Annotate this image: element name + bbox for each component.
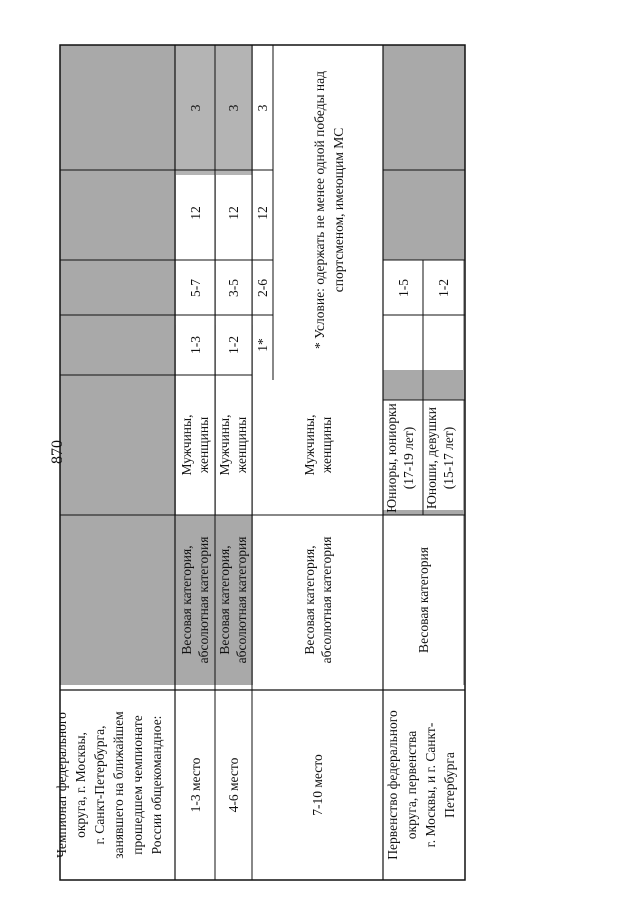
juniors-line-1: Юниоры, юниорки [384,403,399,513]
fed-line-1: Первенство федерального [385,710,400,860]
fed-line-2: округа, первенства [404,730,419,840]
fed-line-4: Петербурга [442,752,457,818]
place-7-10-val-c: 12 [255,206,270,220]
place-7-10-label: 7-10 место [310,754,325,816]
juniors-line-2: (17-19 лет) [401,426,416,490]
youth-line-2: (15-17 лет) [441,426,456,490]
place-1-3-label: 1-3 место [188,757,203,813]
place-4-6-val-c: 12 [226,206,241,220]
federal-category: Весовая категория [416,547,431,653]
place-4-6-label: 4-6 место [226,757,241,813]
place-4-6-val-a: 1-2 [226,336,241,354]
place-1-3-cat-1: Весовая категория, [179,545,194,655]
youth-val: 1-2 [436,279,451,297]
place-4-6-gender-2: женщины [234,416,249,474]
champ-line-1: Чемпионат федерального [54,712,69,858]
place-7-10-val-b: 2-6 [255,279,270,297]
note-line-1: * Условие: одержать не менее одной победы над [312,70,327,350]
champ-line-4: занявшего на ближайшем [111,711,126,859]
place-1-3-cat-2: абсолютная категория [196,536,211,664]
white-row-7-10-body [253,375,383,685]
place-4-6-cat-1: Весовая категория, [217,545,232,655]
place-1-3-val-b: 5-7 [188,279,203,297]
place-4-6-cat-2: абсолютная категория [234,536,249,664]
place-1-3-val-d: 3 [188,104,203,112]
note-line-2: спортсменом, имеющим МС [331,127,346,293]
place-7-10-gender-1: Мужчины, [302,414,317,476]
place-7-10-gender-2: женщины [319,416,334,474]
champ-line-3: г. Санкт-Петербурга, [92,725,107,845]
place-4-6-val-b: 3-5 [226,279,241,297]
champ-line-2: округа, г. Москвы, [73,732,88,838]
place-1-3-gender-1: Мужчины, [179,414,194,476]
champ-line-5: прошедшем чемпионате [130,715,145,855]
place-4-6-val-d: 3 [226,104,241,112]
place-4-6-gender-1: Мужчины, [217,414,232,476]
place-1-3-gender-2: женщины [196,416,211,474]
juniors-val: 1-5 [396,279,411,297]
place-7-10-cat-1: Весовая категория, [302,545,317,655]
place-7-10-cat-2: абсолютная категория [319,536,334,664]
place-7-10-val-d: 3 [255,104,270,112]
champ-line-6: России общекомандное: [149,715,164,855]
youth-line-1: Юноши, девушки [424,407,439,509]
place-7-10-val-a: 1* [255,338,270,352]
page-number: 870 [49,440,66,464]
place-1-3-val-c: 12 [188,206,203,220]
place-1-3-val-a: 1-3 [188,336,203,354]
fed-line-3: г. Москвы, и г. Санкт- [423,722,438,848]
